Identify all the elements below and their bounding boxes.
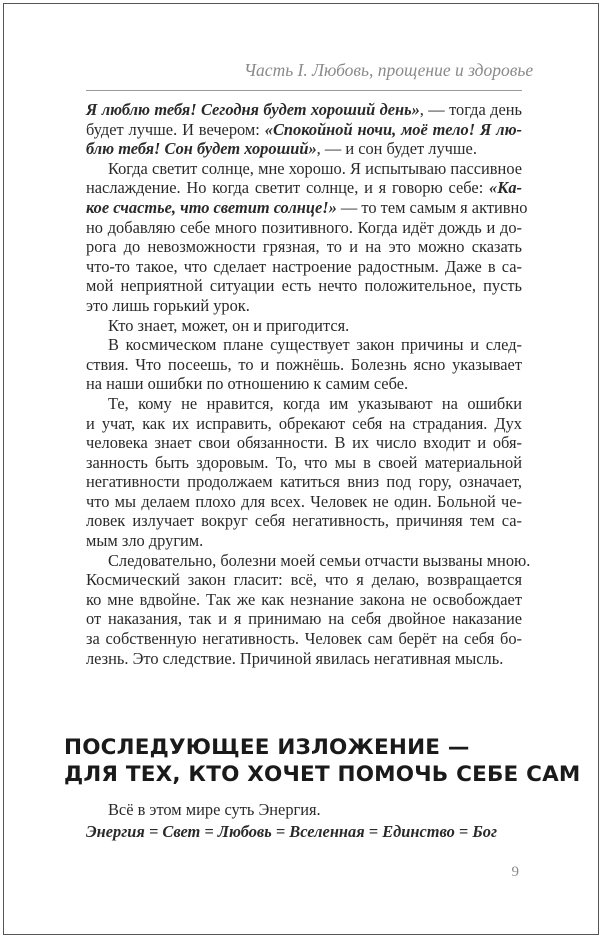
text-run: что мы делаем плохо для всех. Человек не один. Больной че-: [86, 491, 522, 511]
text-line: [86, 237, 522, 257]
text-run: и учат, как их исправить, обрекают себя на страдания. Дух: [86, 413, 522, 433]
text-run: наслаждение. Но когда светит солнце, и я говорю себе:: [86, 178, 490, 198]
text-run: мой неприятной ситуации есть нечто положительное, пусть: [86, 276, 522, 296]
paragraph: [86, 158, 528, 316]
text-run: Космический закон гласит: всё, что я делаю, возвращается: [86, 570, 522, 590]
text-run: за собственную негативность. Человек сам берёт на себя бо-: [86, 629, 522, 649]
emphasis-text: «Ка-: [489, 178, 522, 198]
text-line: [86, 120, 522, 140]
text-run: , — и сон будет лучше.: [316, 139, 477, 159]
text-line: [86, 316, 522, 336]
text-run: В космическом плане существует закон причины и след-: [108, 335, 522, 355]
emphasis-text: «Спокойной ночи, моё тело! Я лю-: [264, 119, 522, 139]
text-line: [86, 492, 522, 512]
text-line: [86, 590, 522, 610]
text-run: но добавляю себе много позитивного. Когда идёт дождь и до-: [86, 217, 522, 237]
text-run: ствия. Что посеешь, то и пожнёшь. Болезнь ясно указывает: [86, 354, 522, 374]
text-run: рога до невозможности грязная, то и на это можно сказать: [86, 237, 522, 257]
text-line: [86, 570, 522, 590]
text-line: [86, 472, 522, 492]
text-line: [86, 335, 522, 355]
text-run: негативности продолжаем катиться вниз под гору, означает,: [86, 472, 522, 492]
text-run: от наказания, так и я принимаю на себя двойное наказание: [86, 609, 522, 629]
text-line: [86, 550, 531, 571]
text-line: [86, 394, 522, 414]
text-line: [86, 355, 522, 375]
text-run: Кто знает, может, он и пригодится.: [108, 315, 350, 335]
text-run: ко мне вдвойне. Так же как незнание закона не освобождает: [86, 589, 522, 609]
text-line: [86, 257, 522, 277]
text-run: Когда светит солнце, мне хорошо. Я испытываю пассивное: [108, 158, 522, 178]
epigraph: [86, 799, 522, 843]
text-run: на наши ошибки по отношению к самим себе.: [86, 374, 409, 394]
text-run: ловек излучает вокруг себя негативность, причиняя тем са-: [86, 511, 522, 531]
running-header: Часть I. Любовь, прощение и здоровье: [244, 60, 534, 80]
text-line: [86, 159, 522, 179]
text-line: [86, 511, 522, 531]
text-run: — то тем самым я активно: [336, 197, 528, 217]
text-line: [86, 414, 522, 434]
text-line: [86, 433, 522, 453]
emphasis-text: кое счастье, что светит солнце!»: [86, 197, 337, 217]
body-text: [86, 100, 531, 668]
text-run: человека знает свои обязанности. В их число входит и обя-: [86, 433, 522, 453]
header-rule: [86, 90, 522, 91]
text-run: Следовательно, болезни моей семьи отчасти вызваны мною.: [108, 550, 531, 570]
text-line: [86, 453, 522, 473]
paragraph: [86, 335, 522, 394]
text-line: [86, 178, 522, 198]
text-line: [86, 100, 522, 120]
text-line: [86, 296, 522, 316]
text-run: это лишь горький урок.: [86, 295, 250, 315]
text-run: будет лучше. И вечером:: [86, 119, 265, 139]
text-run: занность быть здоровым. То, что мы в своей материальной: [86, 452, 522, 472]
text-run: лезнь. Это следствие. Причиной явилась негативная мысль.: [86, 648, 504, 668]
text-line: [86, 629, 522, 649]
paragraph: [86, 316, 522, 336]
text-line: [86, 609, 522, 629]
section-title-line-1: ПОСЛЕДУЮЩЕЕ ИЗЛОЖЕНИЕ —: [64, 735, 470, 760]
text-line: [86, 649, 522, 669]
emphasis-text: блю тебя! Сон будет хороший»: [86, 139, 317, 159]
emphasis-text: Я люблю тебя! Сегодня будет хороший день»: [86, 100, 420, 119]
epigraph-line-1: Всё в этом мире суть Энергия.: [108, 800, 321, 819]
paragraph: [86, 100, 522, 159]
paragraph: [86, 550, 531, 669]
text-run: мым зло другим.: [86, 531, 204, 551]
text-line: [86, 531, 522, 551]
text-run: , — тогда день: [419, 100, 522, 119]
text-line: [86, 374, 522, 394]
text-line: [86, 218, 522, 238]
epigraph-line-2: Энергия = Свет = Любовь = Вселенная = Единство = Бог: [86, 822, 497, 841]
page-number: 9: [511, 864, 519, 880]
text-line: [86, 276, 522, 296]
paragraph: [86, 394, 522, 551]
text-run: Те, кому не нравится, когда им указывают на ошибки: [108, 393, 522, 413]
text-line: [86, 197, 528, 218]
section-title: [64, 734, 581, 788]
text-line: [86, 139, 522, 159]
section-title-line-2: ДЛЯ ТЕХ, КТО ХОЧЕТ ПОМОЧЬ СЕБЕ САМ: [64, 762, 581, 787]
text-run: что-то такое, что сделает настроение радостным. Даже в са-: [86, 256, 522, 276]
